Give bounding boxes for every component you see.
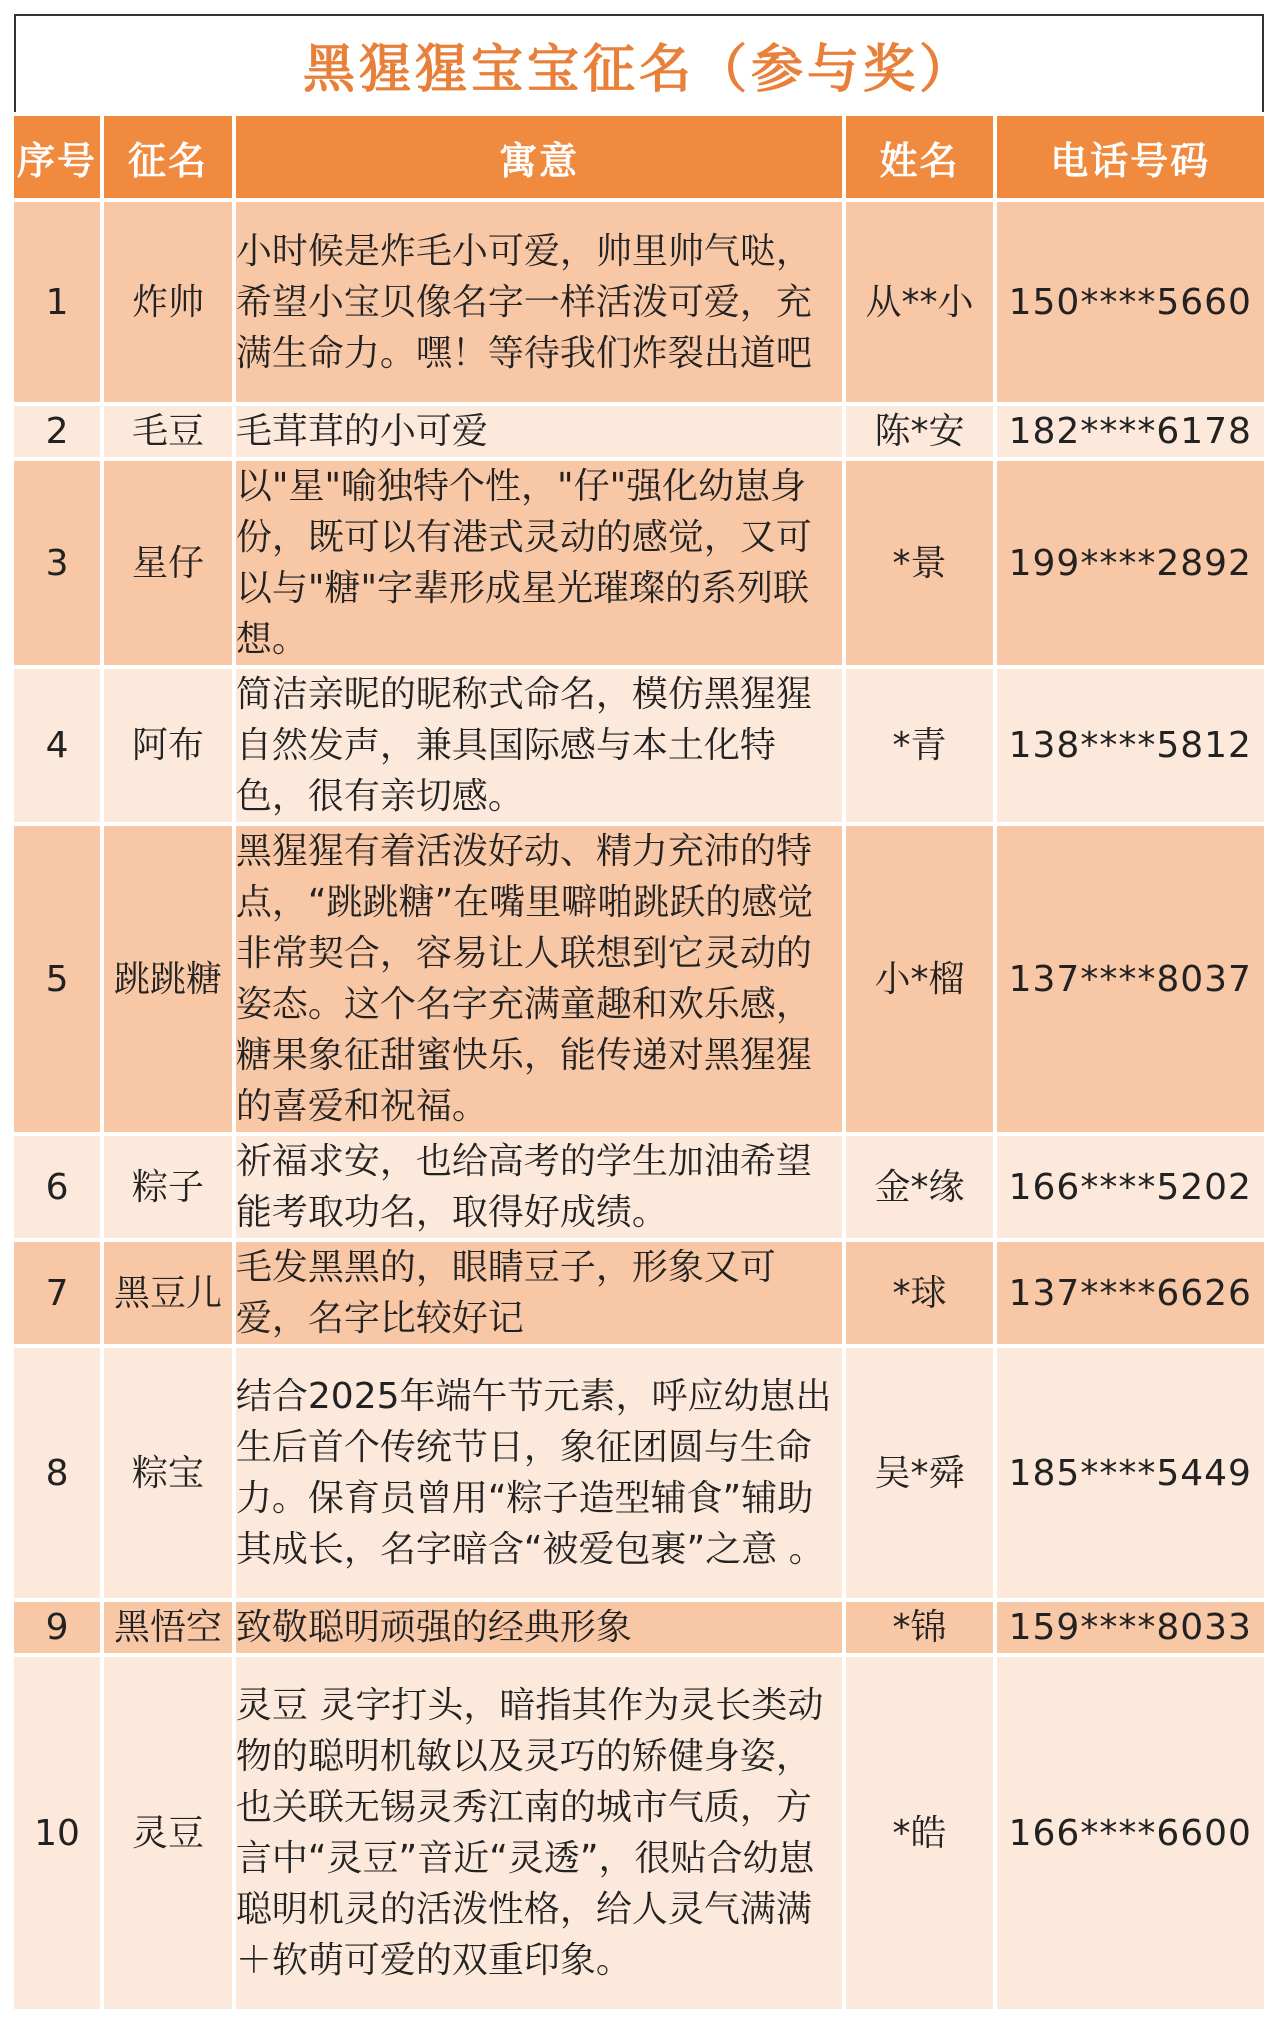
name-meaning: 祈福求安，也给高考的学生加油希望能考取功名，取得好成绩。 <box>236 1136 843 1238</box>
row-number: 4 <box>14 669 100 822</box>
participant-name: 小*榴 <box>846 826 992 1132</box>
name-meaning: 毛发黑黑的，眼睛豆子，形象又可爱，名字比较好记 <box>236 1242 843 1344</box>
phone-number: 138****5812 <box>997 669 1264 822</box>
row-number: 8 <box>14 1348 100 1598</box>
name-meaning: 结合2025年端午节元素，呼应幼崽出生后首个传统节日，象征团圆与生命力。保育员曾用“粽子造型辅食”辅助其成长，名字暗含“被爱包裹”之意 。 <box>236 1348 843 1598</box>
phone-number: 166****6600 <box>997 1657 1264 2009</box>
row-number: 2 <box>14 406 100 457</box>
header-name: 征名 <box>104 116 232 198</box>
name-meaning: 小时候是炸毛小可爱，帅里帅气哒，希望小宝贝像名字一样活泼可爱，充满生命力。嘿！等待我们炸裂出道吧 <box>236 202 843 402</box>
proposed-name: 毛豆 <box>104 406 232 457</box>
page-title: 黑猩猩宝宝征名（参与奖） <box>302 39 975 100</box>
phone-number: 182****6178 <box>997 406 1264 457</box>
table-row <box>14 461 1264 665</box>
name-meaning: 以"星"喻独特个性，"仔"强化幼崽身份，既可以有港式灵动的感觉，又可以与"糖"字辈形成星光璀璨的系列联想。 <box>236 461 843 665</box>
participant-name: *景 <box>846 461 992 665</box>
table-row <box>14 1602 1264 1653</box>
table-row <box>14 1657 1264 2009</box>
participant-name: *青 <box>846 669 992 822</box>
entries-table <box>10 112 1268 2013</box>
table-row <box>14 826 1264 1132</box>
phone-number: 150****5660 <box>997 202 1264 402</box>
name-meaning: 毛茸茸的小可爱 <box>236 406 843 457</box>
phone-number: 137****8037 <box>997 826 1264 1132</box>
proposed-name: 粽子 <box>104 1136 232 1238</box>
phone-number: 159****8033 <box>997 1602 1264 1653</box>
row-number: 1 <box>14 202 100 402</box>
header-phone: 电话号码 <box>997 116 1264 198</box>
award-list <box>14 14 1264 2010</box>
participant-name: *皓 <box>846 1657 992 2009</box>
participant-name: *球 <box>846 1242 992 1344</box>
participant-name: 从**小 <box>846 202 992 402</box>
name-meaning: 灵豆 灵字打头，暗指其作为灵长类动物的聪明机敏以及灵巧的矫健身姿，也关联无锡灵秀江南的城市气质，方言中“灵豆”音近“灵透”，很贴合幼崽聪明机灵的活泼性格，给人灵气满满＋软萌可爱的双重印象。 <box>236 1657 843 2009</box>
phone-number: 185****5449 <box>997 1348 1264 1598</box>
table-row <box>14 406 1264 457</box>
header-no: 序号 <box>14 116 100 198</box>
phone-number: 199****2892 <box>997 461 1264 665</box>
row-number: 10 <box>14 1657 100 2009</box>
header-meaning: 寓意 <box>236 116 843 198</box>
proposed-name: 炸帅 <box>104 202 232 402</box>
participant-name: 陈*安 <box>846 406 992 457</box>
row-number: 6 <box>14 1136 100 1238</box>
phone-number: 137****6626 <box>997 1242 1264 1344</box>
participant-name: 金*缘 <box>846 1136 992 1238</box>
table-row <box>14 1348 1264 1598</box>
table-row <box>14 669 1264 822</box>
proposed-name: 阿布 <box>104 669 232 822</box>
proposed-name: 黑豆儿 <box>104 1242 232 1344</box>
participant-name: *锦 <box>846 1602 992 1653</box>
proposed-name: 灵豆 <box>104 1657 232 2009</box>
proposed-name: 跳跳糖 <box>104 826 232 1132</box>
table-row <box>14 1136 1264 1238</box>
participant-name: 吴*舜 <box>846 1348 992 1598</box>
table-header-row <box>14 116 1264 198</box>
table-row <box>14 1242 1264 1344</box>
title-banner <box>14 14 1264 112</box>
table-row <box>14 202 1264 402</box>
row-number: 3 <box>14 461 100 665</box>
name-meaning: 简洁亲昵的昵称式命名，模仿黑猩猩自然发声，兼具国际感与本土化特色，很有亲切感。 <box>236 669 843 822</box>
row-number: 5 <box>14 826 100 1132</box>
row-number: 9 <box>14 1602 100 1653</box>
header-person: 姓名 <box>846 116 992 198</box>
name-meaning: 致敬聪明顽强的经典形象 <box>236 1602 843 1653</box>
proposed-name: 粽宝 <box>104 1348 232 1598</box>
proposed-name: 星仔 <box>104 461 232 665</box>
name-meaning: 黑猩猩有着活泼好动、精力充沛的特点，“跳跳糖”在嘴里噼啪跳跃的感觉非常契合，容易让人联想到它灵动的姿态。这个名字充满童趣和欢乐感，糖果象征甜蜜快乐，能传递对黑猩猩的喜爱和祝福。 <box>236 826 843 1132</box>
row-number: 7 <box>14 1242 100 1344</box>
phone-number: 166****5202 <box>997 1136 1264 1238</box>
proposed-name: 黑悟空 <box>104 1602 232 1653</box>
